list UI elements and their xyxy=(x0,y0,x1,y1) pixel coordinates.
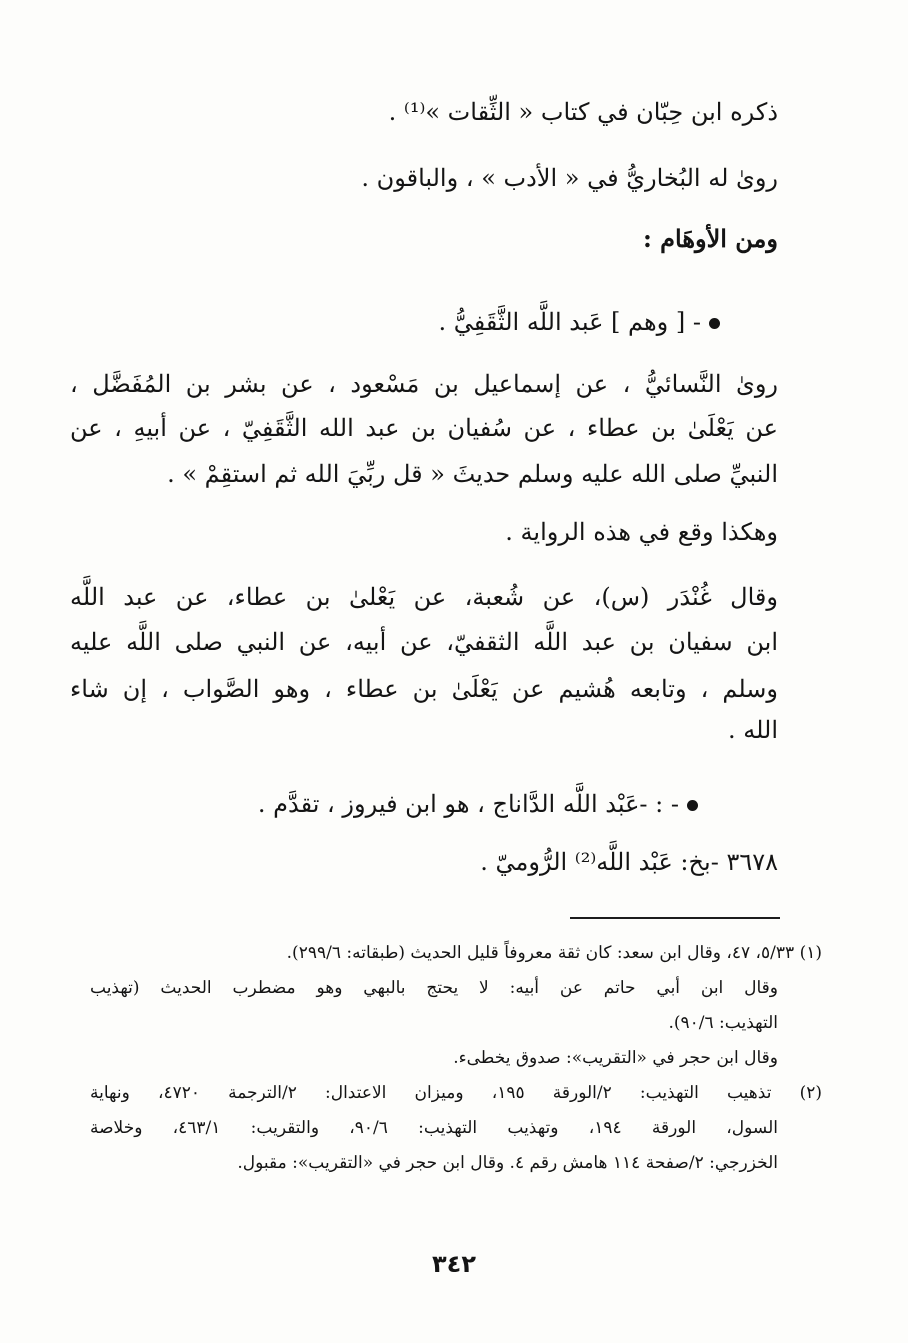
entry-heading-text: - [ وهم ] عَبد اللَّه الثَّقَفِيُّ . xyxy=(438,308,701,336)
entry-heading-danaj xyxy=(70,792,698,816)
footnote-1-line-3: التهذيب: ٩٠/٦). xyxy=(668,1013,778,1033)
footnote-2-line-2: السول، الورقة ١٩٤، وتهذيب التهذيب: ٩٠/٦، والتقريب: ٤٦٣/١، وخلاصة xyxy=(90,1118,778,1138)
entry-heading-text: - : -عَبْد اللَّه الدَّاناج ، هو ابن فيروز ، تقدَّم . xyxy=(257,790,679,818)
footnote-2-line-1: (٢) تذهيب التهذيب: ٢/الورقة ١٩٥، وميزان الاعتدال: ٢/الترجمة ٤٧٢٠، ونهاية xyxy=(90,1083,822,1103)
body-line-yala: عن يَعْلَىٰ بن عطاء ، عن سُفيان بن عبد الله الثَّقَفِيّ ، عن أبيهِ ، عن xyxy=(70,414,778,442)
footnote-1-line-2: وقال ابن أبي حاتم عن أبيه: لا يحتج بالبهي وهو مضطرب الحديث (تهذيب xyxy=(90,978,778,998)
entry-heading-thaqafi xyxy=(70,310,720,334)
bullet-icon xyxy=(709,318,720,329)
body-line-nasai: روىٰ النَّسائيُّ ، عن إسماعيل بن مَسْعود ، عن بشر بن المُفَضَّل ، xyxy=(70,370,778,398)
body-line-ghundar: وقال غُنْدَر (س)، عن شُعبة، عن يَعْلىٰ بن عطاء، عن عبد اللَّه xyxy=(70,583,778,611)
body-line-hadith: النبيِّ صلى الله عليه وسلم حديثَ « قل ربِّيَ الله ثم استقِمْ » . xyxy=(167,460,778,488)
body-line-hushaym: وسلم ، وتابعه هُشيم عن يَعْلَىٰ بن عطاء ، وهو الصَّواب ، إن شاء xyxy=(70,675,778,703)
page-number: ٣٤٢ xyxy=(432,1250,476,1278)
footnote-divider xyxy=(570,917,780,919)
footnote-1-line-4: وقال ابن حجر في «التقريب»: صدوق يخطىء. xyxy=(453,1048,778,1068)
entry-number-3678: ٣٦٧٨ -بخ: عَبْد اللَّه⁽²⁾ الرُّوميّ . xyxy=(480,848,778,876)
body-line-riwaya: وهكذا وقع في هذه الرواية . xyxy=(505,518,778,546)
body-line-ibn-sufyan: ابن سفيان بن عبد اللَّه الثقفيّ، عن أبيه، عن النبي صلى اللَّه عليه xyxy=(70,628,778,656)
footnote-2-line-3: الخزرجي: ٢/صفحة ١١٤ هامش رقم ٤. وقال ابن حجر في «التقريب»: مقبول. xyxy=(237,1153,778,1173)
body-line-allah: الله . xyxy=(727,716,778,744)
body-line-bukhari: روىٰ له البُخاريُّ في « الأدب » ، والباقون . xyxy=(361,164,778,192)
footnote-1-line-1: (١) ٥/٣٣، ٤٧، وقال ابن سعد: كان ثقة معروفاً قليل الحديث (طبقاته: ٢٩٩/٦). xyxy=(286,943,822,963)
body-line-ibn-hibban: ذكره ابن حِبّان في كتاب « الثِّقات »⁽¹⁾ . xyxy=(388,98,778,126)
bullet-icon xyxy=(687,800,698,811)
section-heading-awham: ومن الأوهَام : xyxy=(642,224,778,253)
